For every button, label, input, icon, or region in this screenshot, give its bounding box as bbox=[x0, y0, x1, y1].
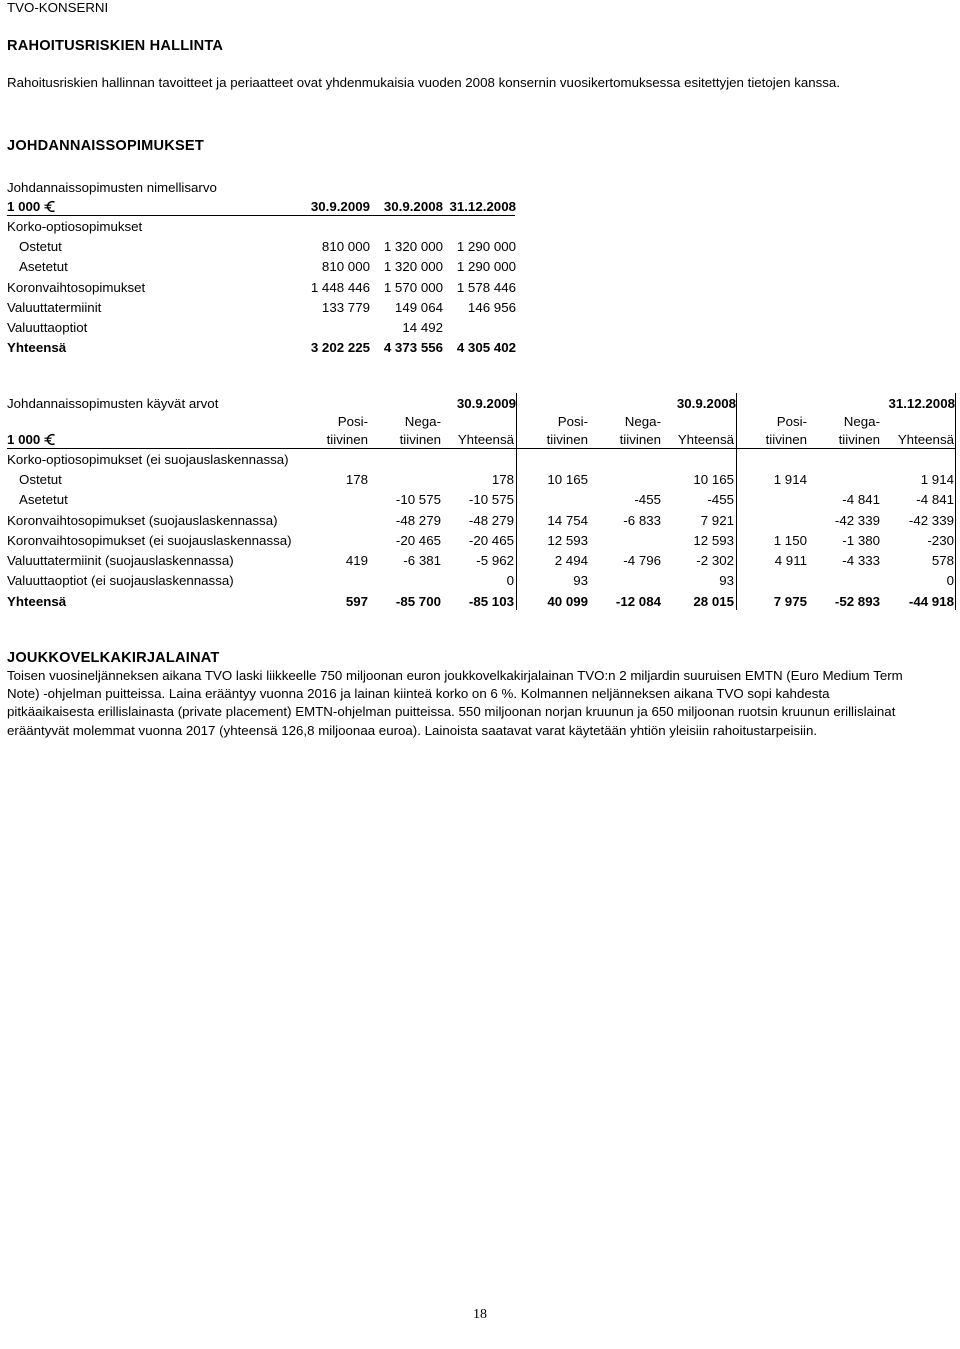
fair-cell: 7 921 bbox=[700, 512, 734, 528]
fair-row-label: Korko-optiosopimukset (ei suojauslaskennassa) bbox=[7, 452, 289, 467]
fair-row-label: Valuuttatermiinit (suojauslaskennassa) bbox=[7, 553, 234, 568]
nominal-row-label: Koronvaihtosopimukset bbox=[7, 279, 146, 295]
fair-total-value: -52 893 bbox=[834, 594, 880, 609]
fair-subhead-bottom: tiivinen bbox=[838, 432, 880, 447]
nominal-cell: 1 320 000 bbox=[383, 239, 443, 255]
fair-header-underline bbox=[7, 448, 955, 449]
fair-period-header: 30.9.2009 bbox=[456, 396, 516, 411]
fair-cell: 578 bbox=[931, 553, 954, 568]
fair-cell: 1 914 bbox=[773, 472, 807, 488]
fair-subhead-bottom: tiivinen bbox=[765, 432, 807, 447]
fair-subhead-bottom: Yhteensä bbox=[457, 432, 514, 447]
fair-cell: -6 833 bbox=[623, 512, 661, 528]
fair-row-label: Asetetut bbox=[19, 492, 68, 508]
column-divider bbox=[736, 393, 737, 610]
page-number: 18 bbox=[473, 1307, 487, 1322]
fair-total-label: Yhteensä bbox=[7, 594, 67, 609]
nominal-cell: 1 570 000 bbox=[383, 279, 443, 295]
nominal-cell: 810 000 bbox=[321, 259, 370, 275]
fair-cell: -455 bbox=[634, 492, 661, 508]
nominal-cell: 146 956 bbox=[467, 299, 516, 315]
fair-subhead-bottom: tiivinen bbox=[546, 432, 588, 447]
fair-cell: 0 bbox=[946, 573, 954, 589]
fair-row-label: Koronvaihtosopimukset (suojauslaskennassa) bbox=[7, 512, 278, 528]
fair-subhead-bottom: tiivinen bbox=[326, 432, 368, 447]
fair-cell: 178 bbox=[491, 472, 514, 488]
nominal-cell: 1 290 000 bbox=[456, 239, 516, 255]
fair-cell: 93 bbox=[573, 573, 588, 589]
nominal-cell: 149 064 bbox=[394, 299, 443, 315]
fair-cell: -10 575 bbox=[395, 492, 441, 508]
bonds-text-line: pitkäaikaisesta erillislainasta (private placement) EMTN-ohjelman puitteissa. 550 miljoonan norjan kruunun ja 650 miljoonan ruotsin kruunun erillislainat bbox=[7, 704, 896, 720]
fair-cell: -42 339 bbox=[908, 512, 954, 528]
fair-cell: -5 962 bbox=[476, 553, 514, 568]
fair-cell: -6 381 bbox=[403, 553, 441, 568]
column-divider bbox=[955, 393, 956, 610]
nominal-unit-label: 1 000 bbox=[7, 199, 56, 214]
fair-cell: 178 bbox=[345, 472, 368, 488]
nominal-cell: 14 492 bbox=[402, 320, 443, 335]
fair-subhead-bottom: tiivinen bbox=[619, 432, 661, 447]
nominal-cell: 1 578 446 bbox=[456, 279, 516, 295]
fair-cell: -4 333 bbox=[842, 553, 880, 568]
fair-total-value: 28 015 bbox=[693, 594, 734, 609]
fair-subhead-bottom: tiivinen bbox=[399, 432, 441, 447]
fair-total-value: -85 700 bbox=[395, 594, 441, 609]
nominal-cell: 1 448 446 bbox=[310, 279, 370, 295]
fair-period-header: 30.9.2008 bbox=[676, 396, 736, 411]
fair-cell: 2 494 bbox=[554, 553, 588, 568]
nominal-row-label: Korko-optiosopimukset bbox=[7, 219, 143, 234]
section-title-bonds: JOUKKOVELKAKIRJALAINAT bbox=[7, 650, 220, 666]
fair-cell: 10 165 bbox=[547, 472, 588, 488]
fair-table-heading: Johdannaissopimusten käyvät arvot bbox=[7, 396, 219, 411]
fair-unit-label: 1 000 bbox=[7, 432, 56, 447]
nominal-row-label: Valuuttaoptiot bbox=[7, 320, 88, 335]
fair-subhead-top: Posi- bbox=[776, 414, 807, 429]
fair-total-value: 597 bbox=[345, 594, 368, 609]
fair-subhead-top: Nega- bbox=[624, 414, 661, 429]
fair-total-value: -85 103 bbox=[468, 594, 514, 609]
nominal-row-label: Valuuttatermiinit bbox=[7, 299, 102, 315]
fair-cell: 14 754 bbox=[547, 512, 588, 528]
fair-cell: 12 593 bbox=[547, 532, 588, 548]
fair-cell: 4 911 bbox=[774, 553, 807, 568]
nominal-total-value: 4 305 402 bbox=[456, 340, 516, 355]
euro-sign-icon bbox=[44, 200, 56, 213]
column-divider bbox=[516, 393, 517, 610]
bonds-text-line: erääntyvät molemmat vuonna 2017 (yhteensä 126,8 miljoonaa euroa). Lainoista saatavat varat käytetään yhtiön yleisiin rahoitustarpeisiin. bbox=[7, 722, 818, 738]
fair-row-label: Valuuttaoptiot (ei suojauslaskennassa) bbox=[7, 573, 234, 589]
fair-period-header: 31.12.2008 bbox=[888, 396, 955, 411]
fair-cell: -48 279 bbox=[395, 512, 441, 528]
bonds-text-line: Toisen vuosineljänneksen aikana TVO laski liikkeelle 750 miljoonan euron joukkovelkakirjalainan TVO:n 2 miljardin suuruisen EMTN (Euro Medium Term bbox=[7, 668, 903, 683]
nominal-col-header: 31.12.2008 bbox=[449, 199, 516, 214]
fair-cell: 12 593 bbox=[693, 532, 734, 548]
nominal-cell: 133 779 bbox=[321, 299, 370, 315]
nominal-cell: 1 290 000 bbox=[456, 259, 516, 275]
fair-subhead-top: Nega- bbox=[843, 414, 880, 429]
fair-total-value: 7 975 bbox=[773, 594, 807, 609]
fair-cell: -2 302 bbox=[696, 553, 734, 568]
bonds-text-line: Note) -ohjelman puitteissa. Laina erääntyy vuonna 2016 ja lainan kiinteä korko on 6 %. Kolmannen neljänneksen aikana TVO sopi kahdesta bbox=[7, 686, 830, 702]
fair-subhead-top: Posi- bbox=[337, 414, 368, 429]
euro-sign-icon bbox=[44, 433, 56, 446]
section-title-derivatives: JOHDANNAISSOPIMUKSET bbox=[7, 138, 204, 154]
nominal-cell: 1 320 000 bbox=[383, 259, 443, 275]
nominal-total-value: 3 202 225 bbox=[310, 340, 370, 355]
fair-cell: -455 bbox=[707, 492, 734, 508]
bonds-text bbox=[7, 667, 942, 740]
fair-cell: -20 465 bbox=[468, 532, 514, 548]
fair-cell: 93 bbox=[719, 573, 734, 589]
fair-row-label: Koronvaihtosopimukset (ei suojauslaskennassa) bbox=[7, 532, 292, 548]
fair-subhead-top: Posi- bbox=[557, 414, 588, 429]
company-name: TVO-KONSERNI bbox=[7, 0, 109, 15]
risk-management-text: Rahoitusriskien hallinnan tavoitteet ja periaatteet ovat yhdenmukaisia vuoden 2008 konsernin vuosikertomuksessa esitettyjen tietojen kanssa. bbox=[7, 75, 841, 90]
nominal-col-header: 30.9.2008 bbox=[383, 199, 443, 214]
fair-total-value: -12 084 bbox=[615, 594, 661, 609]
fair-cell: 10 165 bbox=[693, 472, 734, 488]
fair-cell: 1 150 bbox=[773, 532, 807, 548]
nominal-row-label: Asetetut bbox=[19, 259, 68, 275]
nominal-row-label: Ostetut bbox=[19, 239, 62, 255]
section-title-risk-management: RAHOITUSRISKIEN HALLINTA bbox=[7, 38, 224, 54]
nominal-col-header: 30.9.2009 bbox=[310, 199, 370, 214]
fair-cell: -1 380 bbox=[842, 532, 880, 548]
fair-cell: -20 465 bbox=[395, 532, 441, 548]
fair-cell: -4 796 bbox=[623, 553, 661, 568]
fair-subhead-bottom: Yhteensä bbox=[677, 432, 734, 447]
nominal-cell: 810 000 bbox=[321, 239, 370, 255]
nominal-total-label: Yhteensä bbox=[7, 340, 67, 355]
fair-total-value: -44 918 bbox=[908, 594, 954, 609]
fair-cell: -48 279 bbox=[468, 512, 514, 528]
fair-cell: 419 bbox=[345, 553, 368, 568]
fair-cell: -230 bbox=[927, 532, 954, 548]
nominal-total-value: 4 373 556 bbox=[383, 340, 443, 355]
fair-cell: -4 841 bbox=[842, 492, 880, 508]
fair-cell: -4 841 bbox=[916, 492, 954, 508]
fair-cell: 0 bbox=[506, 573, 514, 589]
fair-total-value: 40 099 bbox=[547, 594, 588, 609]
fair-subhead-bottom: Yhteensä bbox=[897, 432, 954, 447]
nominal-header-underline bbox=[7, 215, 515, 216]
nominal-table-heading: Johdannaissopimusten nimellisarvo bbox=[7, 180, 217, 195]
fair-subhead-top: Nega- bbox=[404, 414, 441, 429]
fair-row-label: Ostetut bbox=[19, 472, 62, 488]
fair-cell: -42 339 bbox=[834, 512, 880, 528]
fair-cell: -10 575 bbox=[468, 492, 514, 508]
fair-cell: 1 914 bbox=[920, 472, 954, 488]
